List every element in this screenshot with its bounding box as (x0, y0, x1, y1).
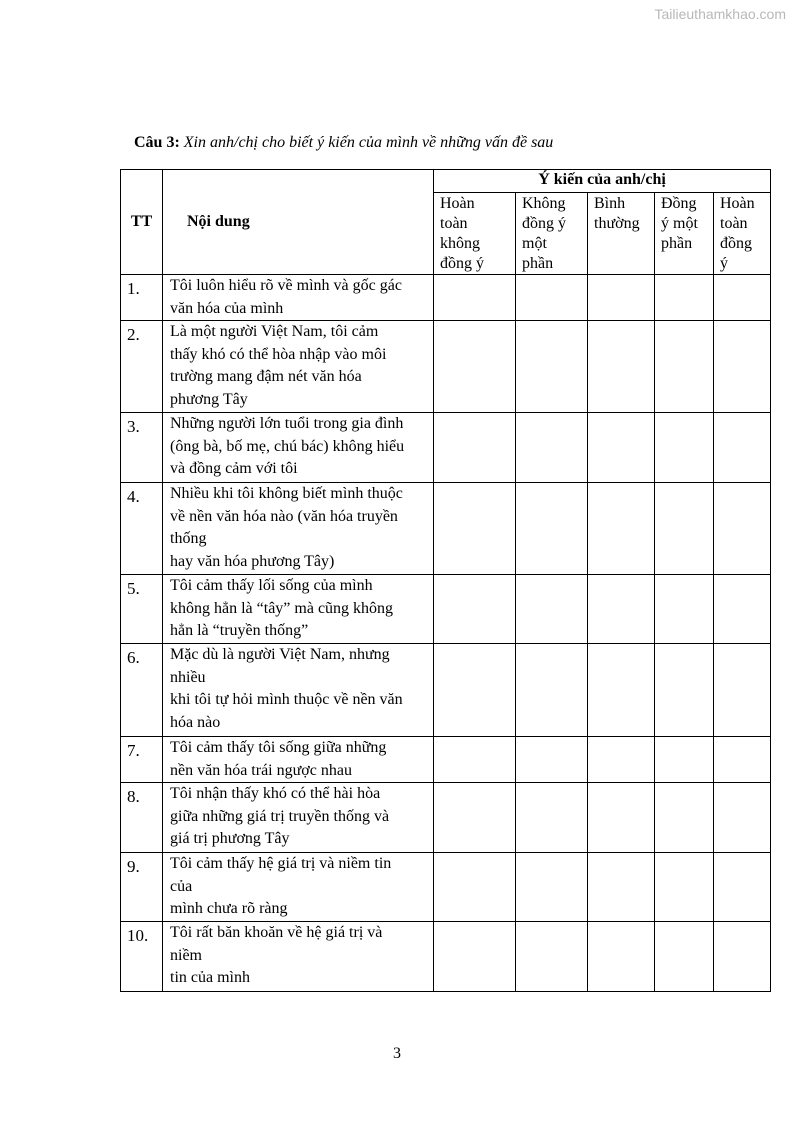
answer-cell[interactable] (714, 853, 771, 922)
header-option-line: ý một (661, 215, 698, 232)
answer-cell[interactable] (434, 275, 516, 321)
header-option-line: toàn (440, 215, 468, 232)
answer-cell[interactable] (714, 483, 771, 575)
header-option-line: Không (522, 195, 566, 212)
statement-line: Tôi cảm thấy lối sống của mình (170, 577, 373, 594)
row-number: 9. (121, 853, 163, 922)
statement-line: mình chưa rõ ràng (170, 900, 288, 917)
answer-cell[interactable] (516, 644, 588, 737)
answer-cell[interactable] (516, 737, 588, 783)
statement-line: nền văn hóa trái ngược nhau (170, 761, 352, 779)
statement-line: Nhiều khi tôi không biết mình thuộc (170, 485, 403, 502)
statement-line: Tôi rất băn khoăn về hệ giá trị và (170, 924, 383, 941)
header-option-line: phần (522, 255, 554, 272)
table-row (121, 922, 771, 992)
header-opinion-group: Ý kiến của anh/chị (434, 170, 771, 193)
answer-cell[interactable] (588, 575, 655, 644)
statement-line: về nền văn hóa nào (văn hóa truyền (170, 507, 398, 525)
statement-line: thấy khó có thể hòa nhập vào môi (170, 345, 387, 363)
answer-cell[interactable] (714, 644, 771, 737)
table-row (121, 275, 771, 321)
row-number: 4. (121, 483, 163, 575)
answer-cell[interactable] (588, 853, 655, 922)
answer-cell[interactable] (655, 483, 714, 575)
statement-line: và đồng cảm với tôi (170, 460, 298, 477)
answer-cell[interactable] (655, 275, 714, 321)
header-option-line: ý (720, 255, 728, 272)
answer-cell[interactable] (516, 483, 588, 575)
answer-cell[interactable] (434, 575, 516, 644)
answer-cell[interactable] (655, 413, 714, 483)
statement-line: hẳn là “truyền thống” (170, 622, 309, 639)
answer-cell[interactable] (588, 483, 655, 575)
statement-line: Mặc dù là người Việt Nam, nhưng (170, 646, 390, 663)
answer-cell[interactable] (434, 483, 516, 575)
answer-cell[interactable] (588, 783, 655, 853)
row-number: 1. (121, 275, 163, 321)
table-row (121, 644, 771, 737)
row-statement (163, 321, 434, 413)
question-label: Câu 3: (134, 134, 180, 151)
statement-line: niềm (170, 946, 202, 964)
answer-cell[interactable] (714, 922, 771, 992)
answer-cell[interactable] (516, 853, 588, 922)
answer-cell[interactable] (516, 275, 588, 321)
answer-cell[interactable] (714, 413, 771, 483)
header-option-line: đồng (720, 235, 752, 252)
answer-cell[interactable] (516, 922, 588, 992)
row-statement (163, 922, 434, 992)
row-statement (163, 575, 434, 644)
statement-line: hay văn hóa phương Tây) (170, 552, 335, 570)
table-row (121, 783, 771, 853)
header-option-line: một (522, 235, 547, 252)
header-option-line: đồng ý (522, 215, 566, 232)
header-content: Nội dung (163, 170, 434, 275)
statement-line: thống (170, 530, 207, 547)
table-row (121, 413, 771, 483)
header-option-line: không (440, 235, 480, 252)
header-option-line: toàn (720, 215, 748, 232)
statement-line: trường mang đậm nét văn hóa (170, 368, 362, 385)
statement-line: Tôi nhận thấy khó có thể hài hòa (170, 785, 381, 802)
row-number: 7. (121, 737, 163, 783)
answer-cell[interactable] (588, 737, 655, 783)
header-option-line: đồng ý (440, 255, 484, 272)
answer-cell[interactable] (714, 737, 771, 783)
statement-line: khi tôi tự hỏi mình thuộc về nền văn (170, 691, 403, 708)
row-statement (163, 737, 434, 783)
answer-cell[interactable] (588, 644, 655, 737)
answer-cell[interactable] (434, 737, 516, 783)
row-number: 10. (121, 922, 163, 992)
answer-cell[interactable] (516, 783, 588, 853)
header-strongly-disagree (434, 193, 516, 275)
statement-line: (ông bà, bố mẹ, chú bác) không hiểu (170, 437, 405, 455)
answer-cell[interactable] (655, 737, 714, 783)
answer-cell[interactable] (588, 275, 655, 321)
answer-cell[interactable] (516, 413, 588, 483)
statement-line: của (170, 877, 193, 895)
row-number: 2. (121, 321, 163, 413)
header-option-line: Hoàn (440, 195, 475, 212)
statement-line: Là một người Việt Nam, tôi cảm (170, 323, 379, 340)
answer-cell[interactable] (655, 575, 714, 644)
statement-line: văn hóa của mình (170, 299, 284, 317)
answer-cell[interactable] (434, 922, 516, 992)
answer-cell[interactable] (655, 783, 714, 853)
row-statement (163, 483, 434, 575)
table-row (121, 737, 771, 783)
row-number: 6. (121, 644, 163, 737)
question-heading (134, 133, 553, 153)
statement-line: giá trị phương Tây (170, 830, 290, 847)
answer-cell[interactable] (714, 575, 771, 644)
statement-line: giữa những giá trị truyền thống và (170, 807, 390, 825)
table-row (121, 321, 771, 413)
answer-cell[interactable] (655, 644, 714, 737)
row-number: 8. (121, 783, 163, 853)
answer-cell[interactable] (655, 922, 714, 992)
statement-line: hóa nào (170, 713, 221, 731)
row-statement (163, 413, 434, 483)
header-partly-agree (655, 193, 714, 275)
answer-cell[interactable] (434, 413, 516, 483)
header-neutral (588, 193, 655, 275)
answer-cell[interactable] (588, 321, 655, 413)
statement-line: không hẳn là “tây” mà cũng không (170, 599, 394, 617)
answer-cell[interactable] (714, 275, 771, 321)
answer-cell[interactable] (655, 321, 714, 413)
header-partly-disagree (516, 193, 588, 275)
watermark: Tailieuthamkhao.com (654, 6, 786, 22)
answer-cell[interactable] (714, 783, 771, 853)
page-number: 3 (393, 1045, 401, 1062)
statement-line: Tôi cảm thấy tôi sống giữa những (170, 739, 387, 756)
statement-line: Những người lớn tuổi trong gia đình (170, 415, 404, 432)
table-row (121, 483, 771, 575)
answer-cell[interactable] (714, 321, 771, 413)
row-statement (163, 644, 434, 737)
answer-cell[interactable] (434, 853, 516, 922)
answer-cell[interactable] (516, 575, 588, 644)
row-statement (163, 853, 434, 922)
survey-table (120, 169, 771, 992)
statement-line: phương Tây (170, 390, 248, 408)
header-option-line: phần (661, 235, 693, 252)
statement-line: Tôi luôn hiểu rõ về mình và gốc gác (170, 277, 402, 294)
answer-cell[interactable] (434, 783, 516, 853)
statement-line: tin của mình (170, 969, 250, 986)
header-option-line: Hoàn (720, 195, 755, 212)
header-tt: TT (121, 170, 163, 275)
statement-line: Tôi cảm thấy hệ giá trị và niềm tin (170, 855, 392, 872)
answer-cell[interactable] (516, 321, 588, 413)
row-number: 5. (121, 575, 163, 644)
row-number: 3. (121, 413, 163, 483)
table-row (121, 853, 771, 922)
statement-line: nhiều (170, 668, 206, 686)
row-statement (163, 783, 434, 853)
table-row (121, 575, 771, 644)
question-text: Xin anh/chị cho biết ý kiến của mình về những vấn đề sau (183, 134, 554, 151)
answer-cell[interactable] (588, 413, 655, 483)
answer-cell[interactable] (434, 644, 516, 737)
header-option-line: thường (594, 215, 640, 232)
header-strongly-agree (714, 193, 771, 275)
row-statement (163, 275, 434, 321)
header-option-line: Đồng (661, 195, 697, 212)
answer-cell[interactable] (434, 321, 516, 413)
answer-cell[interactable] (655, 853, 714, 922)
header-option-line: Bình (594, 195, 626, 212)
answer-cell[interactable] (588, 922, 655, 992)
